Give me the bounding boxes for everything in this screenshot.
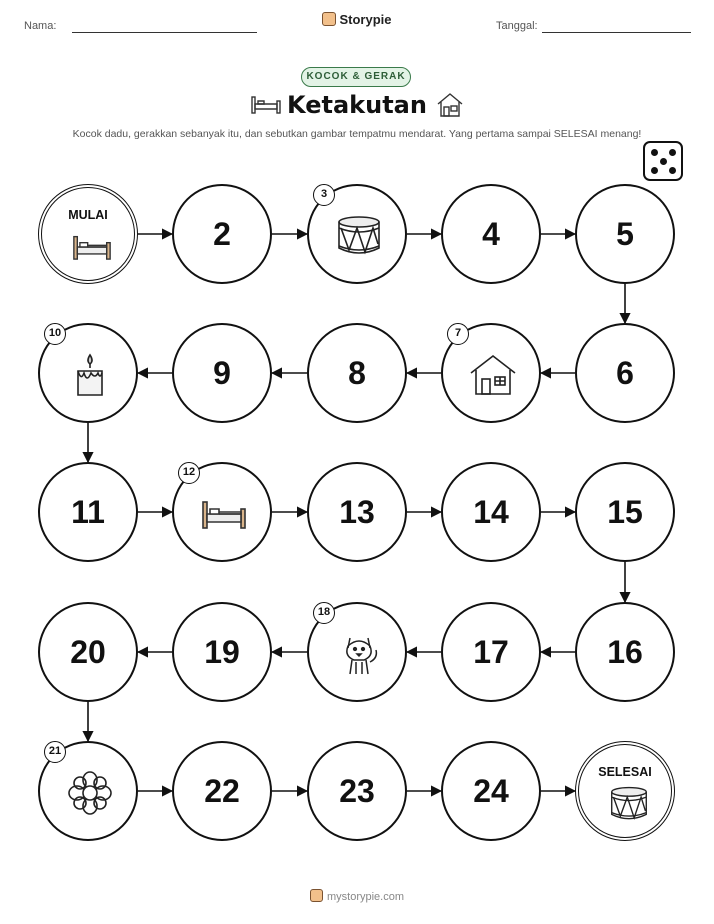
space-10: [38, 323, 138, 423]
space-number: 15: [607, 494, 643, 530]
space-4: [441, 184, 541, 284]
space-8: [307, 323, 407, 423]
space-11: [38, 462, 138, 562]
space-number-badge: 3: [313, 184, 335, 206]
space-7: [441, 323, 541, 423]
space-number: 22: [204, 773, 240, 809]
space-number: 13: [339, 494, 375, 530]
bed-icon: [199, 492, 249, 536]
space-number: 8: [348, 355, 366, 391]
space-21: [38, 741, 138, 841]
space-19: [172, 602, 272, 702]
flower-icon: [65, 771, 115, 815]
activity-badge: KOCOK & GERAK: [301, 67, 411, 87]
space-number: 4: [482, 216, 500, 252]
start-label: MULAI: [68, 208, 108, 222]
date-label: Tanggal:: [496, 20, 538, 32]
brand-name: Storypie: [339, 12, 392, 27]
space-number: 2: [213, 216, 231, 252]
space-2: [172, 184, 272, 284]
dog-icon: [334, 632, 384, 676]
space-number: 19: [204, 634, 240, 670]
space-3: [307, 184, 407, 284]
space-number: 20: [70, 634, 106, 670]
space-number: 23: [339, 773, 375, 809]
space-number: 11: [71, 494, 105, 530]
space-start: [38, 184, 138, 284]
space-number-badge: 21: [44, 741, 66, 763]
space-number-badge: 12: [178, 462, 200, 484]
space-18: [307, 602, 407, 702]
space-6: [575, 323, 675, 423]
space-number: 9: [213, 355, 231, 391]
storypie-logo-icon: [310, 889, 323, 902]
space-16: [575, 602, 675, 702]
space-5: [575, 184, 675, 284]
space-number-badge: 10: [44, 323, 66, 345]
space-20: [38, 602, 138, 702]
footer: [0, 889, 714, 903]
space-13: [307, 462, 407, 562]
space-22: [172, 741, 272, 841]
bed-icon: [67, 228, 117, 266]
name-label: Nama:: [24, 20, 57, 32]
space-number: 6: [616, 355, 634, 391]
space-23: [307, 741, 407, 841]
candle-icon: [65, 353, 115, 397]
footer-url: mystorypie.com: [326, 891, 405, 903]
space-number: 5: [616, 216, 634, 252]
finish-label: SELESAI: [598, 765, 652, 779]
space-15: [575, 462, 675, 562]
space-number: 24: [473, 773, 509, 809]
space-12: [172, 462, 272, 562]
space-9: [172, 323, 272, 423]
space-14: [441, 462, 541, 562]
space-number: 16: [607, 634, 643, 670]
page-title: Ketakutan: [287, 91, 427, 119]
space-number-badge: 18: [313, 602, 335, 624]
drum-icon: [604, 785, 654, 823]
drum-icon: [334, 214, 384, 258]
space-number-badge: 7: [447, 323, 469, 345]
space-finish: [575, 741, 675, 841]
house-icon: [468, 353, 518, 397]
space-17: [441, 602, 541, 702]
space-number: 14: [473, 494, 509, 530]
space-24: [441, 741, 541, 841]
space-number: 17: [473, 634, 509, 670]
instructions: Kocok dadu, gerakkan sebanyak itu, dan sebutkan gambar tempatmu mendarat. Yang pertama sampai SELESAI menang!: [72, 128, 642, 140]
